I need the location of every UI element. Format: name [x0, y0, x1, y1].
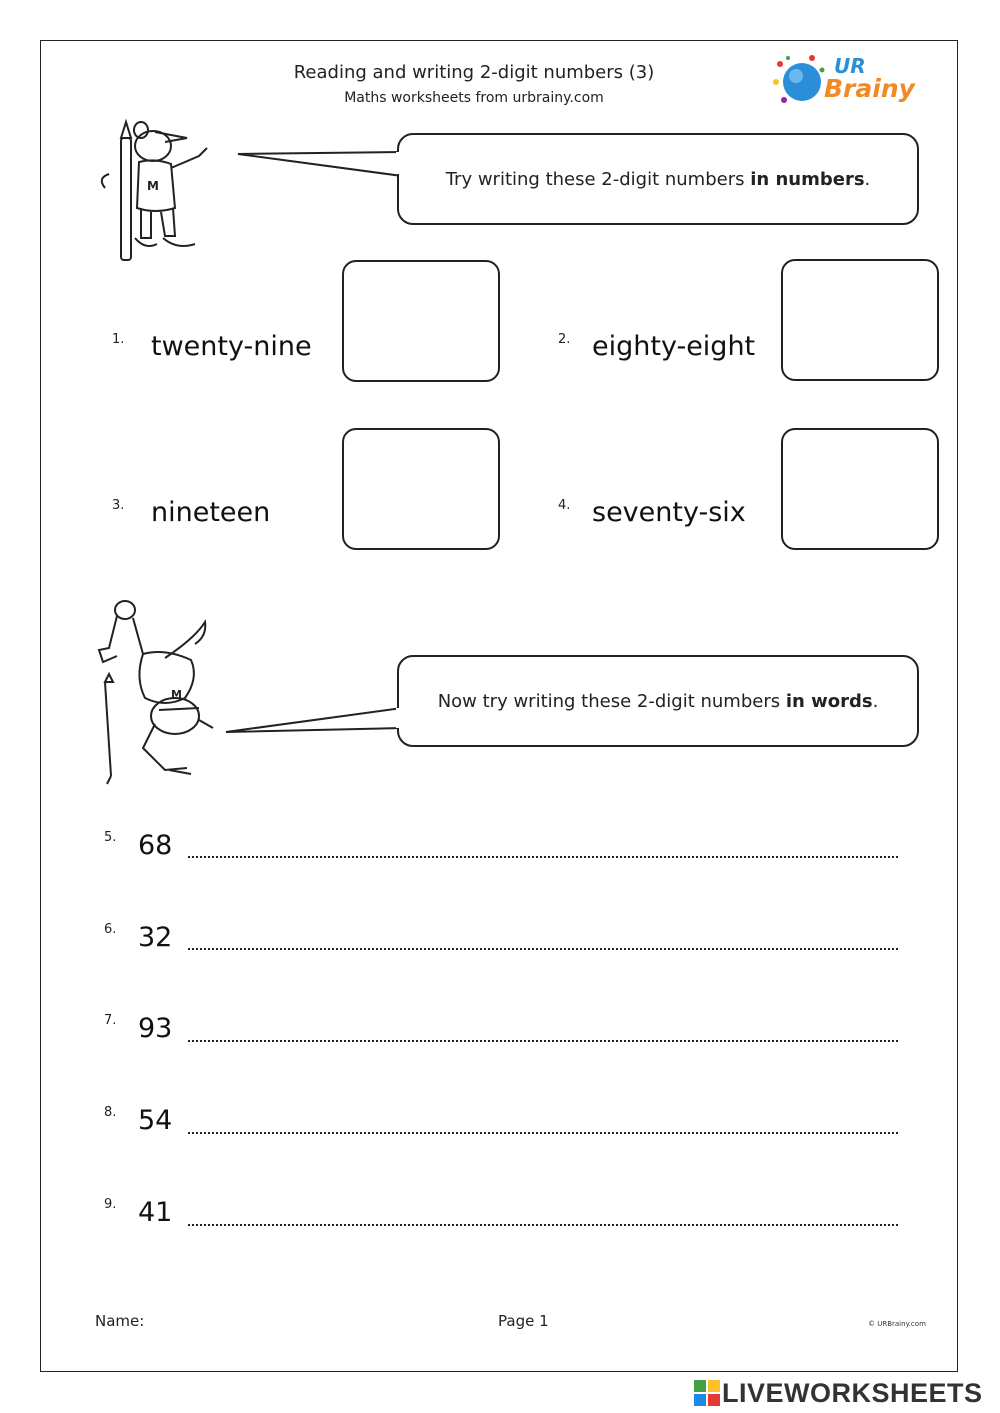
liveworksheets-text: LIVEWORKSHEETS	[722, 1378, 983, 1408]
answer-line[interactable]	[188, 1132, 898, 1134]
bubble-2-text: Now try writing these 2-digit numbers in words.	[437, 690, 879, 712]
answer-box[interactable]	[781, 428, 939, 550]
question-word: seventy-six	[592, 497, 746, 528]
answer-line[interactable]	[188, 948, 898, 950]
logo-text-ur: UR	[834, 54, 866, 78]
question-word: twenty-nine	[151, 331, 312, 362]
question-number-value: 32	[138, 922, 173, 953]
logo-text-brainy: Brainy	[824, 74, 915, 103]
worksheet-title: Reading and writing 2-digit numbers (3)	[293, 62, 655, 83]
question-number-value: 54	[138, 1105, 173, 1136]
question-number: 1.	[112, 332, 125, 347]
page-number: Page 1	[498, 1312, 549, 1330]
question-word: nineteen	[151, 497, 271, 528]
answer-line[interactable]	[188, 1224, 898, 1226]
question-number: 8.	[104, 1105, 117, 1120]
question-number: 4.	[558, 498, 571, 513]
question-number: 7.	[104, 1013, 117, 1028]
svg-text:M: M	[147, 179, 159, 193]
answer-box[interactable]	[781, 259, 939, 381]
answer-line[interactable]	[188, 856, 898, 858]
answer-box[interactable]	[342, 428, 500, 550]
speech-bubble-1-tail	[236, 150, 406, 180]
svg-text:M: M	[171, 688, 182, 701]
bubble-1-text: Try writing these 2-digit numbers in numbers.	[445, 168, 871, 190]
copyright-notice: © URBrainy.com	[868, 1320, 926, 1328]
question-number: 3.	[112, 498, 125, 513]
question-number-value: 41	[138, 1197, 173, 1228]
question-number-value: 68	[138, 830, 173, 861]
mouse-handstand-illustration	[95, 598, 225, 786]
question-number: 6.	[104, 922, 117, 937]
liveworksheets-logo	[694, 1378, 994, 1410]
mouse-with-pencil-illustration	[95, 118, 225, 266]
liveworksheets-icon	[694, 1380, 720, 1406]
speech-bubble-2-tail	[224, 706, 406, 736]
question-number-value: 93	[138, 1013, 173, 1044]
speech-bubble-instruction-2	[397, 655, 919, 747]
question-word: eighty-eight	[592, 331, 756, 362]
urbrainy-logo	[772, 52, 922, 112]
question-number: 2.	[558, 332, 571, 347]
question-number: 5.	[104, 830, 117, 845]
speech-bubble-instruction-1	[397, 133, 919, 225]
answer-box[interactable]	[342, 260, 500, 382]
name-label: Name:	[95, 1312, 145, 1330]
answer-line[interactable]	[188, 1040, 898, 1042]
worksheet-subtitle: Maths worksheets from urbrainy.com	[344, 90, 604, 106]
question-number: 9.	[104, 1197, 117, 1212]
